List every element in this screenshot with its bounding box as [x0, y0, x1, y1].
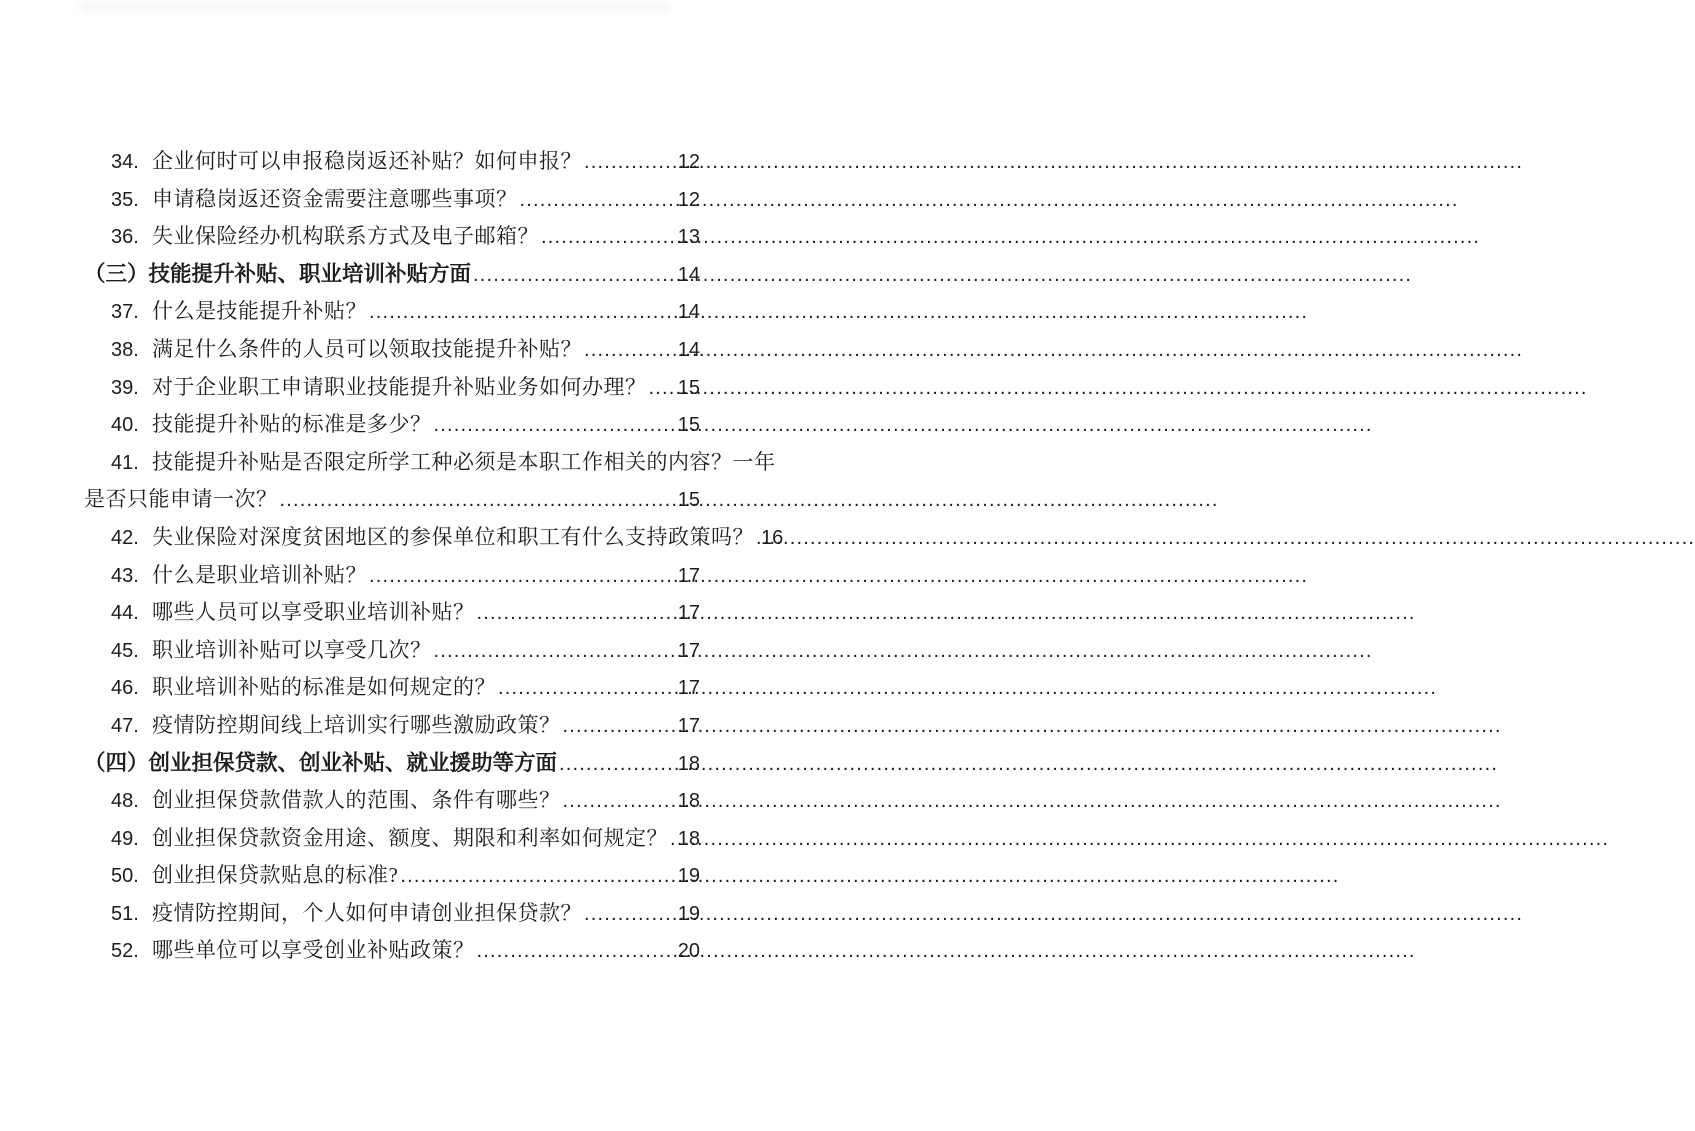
toc-entry [84, 143, 700, 181]
toc-entry-number: 37. [111, 301, 139, 324]
toc-entry-title: 满足什么条件的人员可以领取技能提升补贴？ [152, 336, 582, 361]
toc-entry-title-continuation: 是否只能申请一次？ [84, 487, 278, 512]
toc-entry-number: 39. [111, 376, 139, 399]
toc-entry-line1 [84, 444, 776, 482]
toc-entry-title: 职业培训补贴可以享受几次？ [152, 637, 432, 662]
toc-entry-page: 12 [677, 151, 700, 173]
toc-section-heading [84, 256, 700, 294]
dot-leader [557, 746, 673, 784]
toc-entry-title: 哪些单位可以享受创业补贴政策？ [152, 938, 475, 963]
dot-leader [561, 708, 673, 746]
toc-entry-page: 19 [677, 865, 700, 888]
toc-entry [84, 632, 700, 670]
toc-entry [84, 218, 700, 256]
toc-entry-number: 45. [111, 639, 139, 662]
dot-leader [518, 182, 673, 220]
dot-leader [647, 370, 673, 408]
toc-entry [84, 594, 700, 632]
toc-entry [84, 932, 700, 970]
toc-entry-title: 职业培训补贴的标准是如何规定的？ [152, 675, 496, 700]
toc-entry-page: 18 [677, 790, 700, 813]
toc-entry-number: 36. [111, 226, 139, 249]
dot-leader [496, 670, 673, 708]
toc-entry-page: 19 [677, 902, 700, 925]
toc-entry-title: 对于企业职工申请职业技能提升补贴业务如何办理？ [152, 374, 647, 399]
toc-section-page: 18 [677, 752, 700, 775]
toc-entry-title: 什么是职业培训补贴？ [152, 562, 367, 587]
toc-entry-title: 哪些人员可以享受职业培训补贴？ [152, 600, 475, 625]
toc-entry-title: 什么是技能提升补贴？ [152, 299, 367, 324]
toc-entry [84, 707, 700, 745]
toc-entry-number: 47. [111, 714, 139, 737]
toc-entry-page: 13 [677, 226, 700, 249]
toc-entry-title: 疫情防控期间线上培训实行哪些激励政策？ [152, 712, 561, 737]
toc-entry-title: 创业担保贷款借款人的范围、条件有哪些？ [152, 788, 561, 813]
toc-entry-page: 14 [677, 301, 700, 324]
toc-entry [84, 519, 784, 557]
toc-entry [84, 369, 700, 407]
document-page [0, 0, 800, 1131]
toc-entry-page: 17 [677, 602, 700, 625]
toc-entry-number: 44. [111, 602, 139, 625]
toc-entry-number: 43. [111, 564, 139, 587]
toc-entry-title: 疫情防控期间，个人如何申请创业担保贷款？ [152, 900, 582, 925]
toc-entry-title: 技能提升补贴的标准是多少？ [152, 412, 432, 437]
dot-leader [471, 257, 673, 295]
dot-leader [582, 896, 673, 934]
toc-entry-number: 48. [111, 790, 139, 813]
toc-entry-number: 40. [111, 414, 139, 437]
toc-entry-title: 技能提升补贴是否限定所学工种必须是本职工作相关的内容？一年 [152, 449, 776, 474]
toc-entry-number: 35. [111, 188, 139, 211]
toc-entry [84, 406, 700, 444]
toc-entry-page: 14 [677, 338, 700, 361]
dot-leader [561, 783, 673, 821]
dot-leader [367, 558, 673, 596]
dot-leader [582, 332, 673, 370]
toc-entry-page: 17 [677, 677, 700, 700]
toc-entry-page: 12 [677, 188, 700, 211]
toc-entry [84, 782, 700, 820]
toc-entry [84, 181, 700, 219]
toc-section-page: 14 [677, 263, 700, 286]
table-of-contents [84, 143, 784, 970]
toc-entry-title: 失业保险对深度贫困地区的参保单位和职工有什么支持政策吗？ [152, 524, 754, 549]
toc-section-heading [84, 745, 700, 783]
toc-entry-number: 46. [111, 677, 139, 700]
toc-entry-title: 申请稳岗返还资金需要注意哪些事项？ [152, 186, 518, 211]
toc-entry-number: 41. [111, 451, 139, 474]
toc-entry-number: 50. [111, 865, 139, 888]
toc-entry [84, 331, 700, 369]
toc-entry-page: 15 [677, 414, 700, 437]
dot-leader [539, 219, 673, 257]
toc-entry-number: 34. [111, 151, 139, 173]
dot-leader [475, 933, 673, 971]
toc-entry-page: 15 [677, 376, 700, 399]
toc-entry [84, 820, 700, 858]
toc-entry-title: 创业担保贷款贴息的标准? [152, 863, 399, 888]
toc-entry-page: 15 [677, 489, 700, 512]
toc-section-title: （三）技能提升补贴、职业培训补贴方面 [84, 261, 472, 286]
toc-entry [84, 557, 700, 595]
dot-leader [278, 482, 673, 520]
toc-entry-page: 17 [677, 564, 700, 587]
toc-entry-page: 17 [677, 639, 700, 662]
toc-entry-line2 [84, 481, 700, 519]
scan-artifact [80, 0, 670, 13]
toc-entry-title: 企业何时可以申报稳岗返还补贴？如何申报？ [152, 149, 582, 173]
toc-entry-number: 49. [111, 827, 139, 850]
toc-entry [84, 895, 700, 933]
dot-leader [432, 633, 673, 671]
toc-entry-number: 42. [111, 526, 139, 549]
toc-entry-page: 16 [761, 526, 784, 549]
toc-entry-number: 51. [111, 902, 139, 925]
dot-leader [432, 407, 673, 445]
toc-entry-page: 17 [677, 714, 700, 737]
toc-entry [84, 669, 700, 707]
toc-entry-number: 52. [111, 940, 139, 963]
dot-leader [475, 595, 673, 633]
dot-leader [367, 294, 673, 332]
toc-entry-page: 18 [677, 827, 700, 850]
dot-leader [582, 144, 673, 182]
toc-entry-title: 失业保险经办机构联系方式及电子邮箱？ [152, 224, 539, 249]
toc-entry [84, 857, 700, 895]
toc-entry-number: 38. [111, 338, 139, 361]
dot-leader [398, 858, 672, 896]
toc-section-title: （四）创业担保贷款、创业补贴、就业援助等方面 [84, 750, 558, 775]
toc-entry-title: 创业担保贷款资金用途、额度、期限和利率如何规定？ [152, 825, 668, 850]
toc-entry [84, 293, 700, 331]
toc-entry-page: 20 [677, 940, 700, 963]
